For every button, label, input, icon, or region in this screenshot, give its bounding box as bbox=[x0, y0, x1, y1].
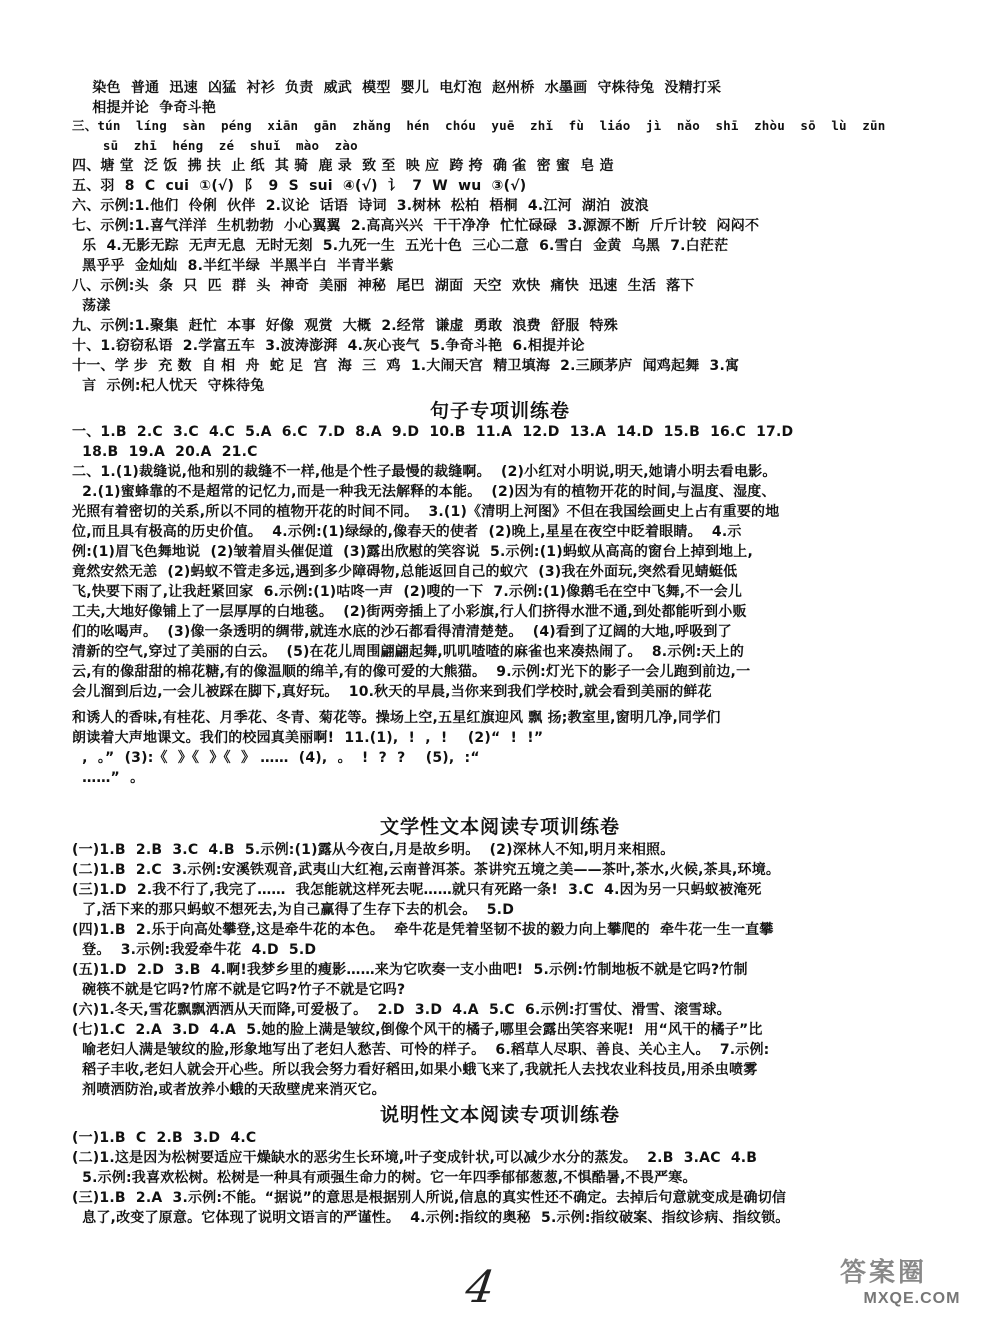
answer-line: 稻子丰收,老妇人就会开心些。所以我会努力看好稻田,如果小蛾飞来了,我就托人去找农业科技员,用杀虫喷雾 bbox=[72, 1062, 758, 1078]
section-title-literary: 文学性文本阅读专项训练卷 bbox=[379, 816, 620, 838]
answer-line: (三)1.B 2.A 3.示例:不能。“据说”的意思是根据别人所说,信息的真实性还不确定。去掉后句意就变成是确切信 bbox=[72, 1190, 787, 1206]
answer-line: ……” 。 bbox=[72, 770, 145, 786]
answer-line: 碗筷不就是它吗?竹席不就是它吗?竹子不就是它吗? bbox=[72, 982, 406, 998]
answer-line: 剂喷洒防治,或者放养小蛾的天敌壁虎来消灭它。 bbox=[72, 1082, 386, 1098]
answer-line: 工夫,大地好像铺上了一层厚厚的白地毯。 (2)街两旁插上了小彩旗,行人们挤得水泄不通,到处都能听到小贩 bbox=[72, 604, 747, 620]
answer-line: 乐 4.无影无踪 无声无息 无时无刻 5.九死一生 五光十色 三心二意 6.雪白 金黄 乌黑 7.白茫茫 bbox=[72, 238, 729, 254]
answer-line: 了,活下来的那只蚂蚁不想死去,为自己赢得了生存下去的机会。 5.D bbox=[72, 902, 515, 918]
answer-line: 四、塘 堂 泛 饭 拂 扶 止 纸 其 骑 鹿 录 致 至 映 应 跨 挎 确 雀 密 蜜 皂 造 bbox=[72, 158, 614, 174]
answer-line: sū zhī héng zé shuǐ mào zào bbox=[72, 138, 358, 153]
answer-line: 六、示例:1.他们 伶俐 伙伴 2.议论 话语 诗词 3.树林 松柏 梧桐 4.江河 湖泊 波浪 bbox=[72, 198, 649, 214]
answer-line: 息了,改变了原意。它体现了说明文语言的严谨性。 4.示例:指纹的奥秘 5.示例:指纹破案、指纹诊病、指纹锁。 bbox=[72, 1210, 790, 1226]
answer-line: 三、tún líng sàn péng xiān gān zhǎng hén chóu yuē zhǐ fù liáo jì nǎo shī zhòu sō lù zūn bbox=[72, 118, 886, 133]
answer-line: 八、示例:头 条 只 匹 群 头 神奇 美丽 神秘 尾巴 湖面 天空 欢快 痛快 迅速 生活 落下 bbox=[72, 278, 695, 294]
answer-line: 黑乎乎 金灿灿 8.半红半绿 半黑半白 半青半紫 bbox=[72, 258, 394, 274]
answer-line: 言 示例:杞人忧天 守株待兔 bbox=[72, 378, 265, 394]
answer-line: 飞,快要下雨了,让我赶紧回家 6.示例:(1)咕咚一声 (2)嗖的一下 7.示例:(1)像鹅毛在空中飞舞,不一会儿 bbox=[72, 584, 743, 600]
answer-line: 登。 3.示例:我爱牵牛花 4.D 5.D bbox=[72, 942, 317, 958]
answer-line: 染色 普通 迅速 凶猛 衬衫 负责 威武 模型 婴儿 电灯泡 赵州桥 水墨画 守株待兔 没精打采 bbox=[72, 80, 722, 96]
watermark-url: MXQE.COM bbox=[863, 1290, 961, 1307]
watermark-logo: 答案圈 bbox=[840, 1258, 928, 1288]
answer-line: 喻老妇人满是皱纹的脸,形象地写出了老妇人愁苦、可怜的样子。 6.稻草人尽职、善良、关心主人。 7.示例: bbox=[72, 1042, 770, 1058]
answer-line: 光照有着密切的关系,所以不同的植物开花的时间不同。 3.(1)《清明上河图》不但在我国绘画史上占有重要的地 bbox=[72, 504, 780, 520]
answer-line: 九、示例:1.聚集 赶忙 本事 好像 观赏 大概 2.经常 谦虚 勇敢 浪费 舒服 特殊 bbox=[72, 318, 618, 334]
answer-line: (五)1.D 2.D 3.B 4.啊!我梦乡里的瘦影……来为它吹奏一支小曲吧! 5.示例:竹制地板不就是它吗?竹制 bbox=[72, 962, 748, 978]
section-title-expository: 说明性文本阅读专项训练卷 bbox=[379, 1104, 620, 1126]
answer-line: 会儿溜到后边,一会儿被踩在脚下,真好玩。 10.秋天的早晨,当你来到我们学校时,就会看到美丽的鲜花 bbox=[72, 684, 712, 700]
section-title-sentences: 句子专项训练卷 bbox=[429, 400, 570, 422]
answer-line: 们的吆喝声。 (3)像一条透明的绸带,就连水底的沙石都看得清清楚楚。 (4)看到了辽阔的大地,呼吸到了 bbox=[72, 624, 732, 640]
answer-line: 一、1.B 2.C 3.C 4.C 5.A 6.C 7.D 8.A 9.D 10.B 11.A 12.D 13.A 14.D 15.B 16.C 17.D bbox=[72, 424, 794, 440]
answer-line: 清新的空气,穿过了美丽的白云。 (5)在花儿周围翩翩起舞,叽叽喳喳的麻雀也来凑热闹了。 8.示例:天上的 bbox=[72, 644, 745, 660]
answer-line: 例:(1)眉飞色舞地说 (2)皱着眉头催促道 (3)露出欣慰的笑容说 5.示例:(1)蚂蚁从高高的窗台上掉到地上, bbox=[72, 544, 753, 560]
answer-line: 2.(1)蜜蜂靠的不是超常的记忆力,而是一种我无法解释的本能。 (2)因为有的植物开花的时间,与温度、湿度、 bbox=[72, 484, 776, 500]
answer-line: 朗读着大声地课文。我们的校园真美丽啊! 11.(1), ! , ! (2)“ ! !” bbox=[72, 730, 544, 746]
answer-line: (三)1.D 2.我不行了,我完了…… 我怎能就这样死去呢……就只有死路一条! 3.C 4.因为另一只蚂蚁被淹死 bbox=[72, 882, 762, 898]
answer-line: 18.B 19.A 20.A 21.C bbox=[72, 444, 258, 460]
answer-line: (一)1.B C 2.B 3.D 4.C bbox=[72, 1130, 257, 1146]
answer-line: 竟然安然无恙 (2)蚂蚁不管走多远,遇到多少障碍物,总能返回自己的蚁穴 (3)我在外面玩,突然看见蜻蜓低 bbox=[72, 564, 738, 580]
answer-line: (七)1.C 2.A 3.D 4.A 5.她的脸上满是皱纹,倒像个风干的橘子,哪里会露出笑容来呢! 用“风干的橘子”比 bbox=[72, 1022, 763, 1038]
answer-line: 十一、学 步 充 数 自 相 舟 蛇 足 宫 海 三 鸡 1.大闹天宫 精卫填海 2.三顾茅庐 闻鸡起舞 3.寓 bbox=[72, 358, 740, 374]
answer-line: 荡漾 bbox=[72, 298, 111, 314]
answer-line: 二、1.(1)裁缝说,他和别的裁缝不一样,他是个性子最慢的裁缝啊。 (2)小红对小明说,明天,她请小明去看电影。 bbox=[72, 464, 777, 480]
answer-line: 云,有的像甜甜的棉花糖,有的像温顺的绵羊,有的像可爱的大熊猫。 9.示例:灯光下的影子一会儿跑到前边,一 bbox=[72, 664, 751, 680]
answer-line: , 。” (3):《 》《 》《 》 …… (4), 。 ! ? ? (5), :“ bbox=[72, 750, 480, 766]
answer-line: (六)1.冬天,雪花飘飘洒洒从天而降,可爱极了。 2.D 3.D 4.A 5.C 6.示例:打雪仗、滑雪、滚雪球。 bbox=[72, 1002, 731, 1018]
answer-line: (二)1.这是因为松树要适应干燥缺水的恶劣生长环境,叶子变成针状,可以减少水分的蒸发。 2.B 3.AC 4.B bbox=[72, 1150, 758, 1166]
answer-line: 5.示例:我喜欢松树。松树是一种具有顽强生命力的树。它一年四季郁郁葱葱,不惧酷暑,不畏严寒。 bbox=[72, 1170, 697, 1186]
page-number: 4 bbox=[462, 1262, 498, 1313]
answer-line: 位,而且具有极高的历史价值。 4.示例:(1)绿绿的,像春天的使者 (2)晚上,星星在夜空中眨着眼睛。 4.示 bbox=[72, 524, 742, 540]
answer-line: 五、羽 8 C cui ①(√) 阝 9 S sui ④(√) 讠 7 W wu ③(√) bbox=[72, 178, 527, 194]
answer-line: 十、1.窃窃私语 2.学富五车 3.波涛澎湃 4.灰心丧气 5.争奇斗艳 6.相提并论 bbox=[72, 338, 585, 354]
answer-line: 和诱人的香味,有桂花、月季花、冬青、菊花等。操场上空,五星红旗迎风 飘 扬;教室里,窗明几净,同学们 bbox=[72, 710, 721, 726]
answer-line: 相提并论 争奇斗艳 bbox=[72, 100, 217, 116]
answer-line: (一)1.B 2.B 3.C 4.B 5.示例:(1)露从今夜白,月是故乡明。 (2)深林人不知,明月来相照。 bbox=[72, 842, 675, 858]
answer-line: 七、示例:1.喜气洋洋 生机勃勃 小心翼翼 2.高高兴兴 干干净净 忙忙碌碌 3.源源不断 斤斤计较 闷闷不 bbox=[72, 218, 760, 234]
answer-line: (四)1.B 2.乐于向高处攀登,这是牵牛花的本色。 牵牛花是凭着坚韧不拔的毅力向上攀爬的 牵牛花一生一直攀 bbox=[72, 922, 774, 938]
answer-line: (二)1.B 2.C 3.示例:安溪铁观音,武夷山大红袍,云南普洱茶。茶讲究五境之美——茶叶,茶水,火候,茶具,环境。 bbox=[72, 862, 781, 878]
